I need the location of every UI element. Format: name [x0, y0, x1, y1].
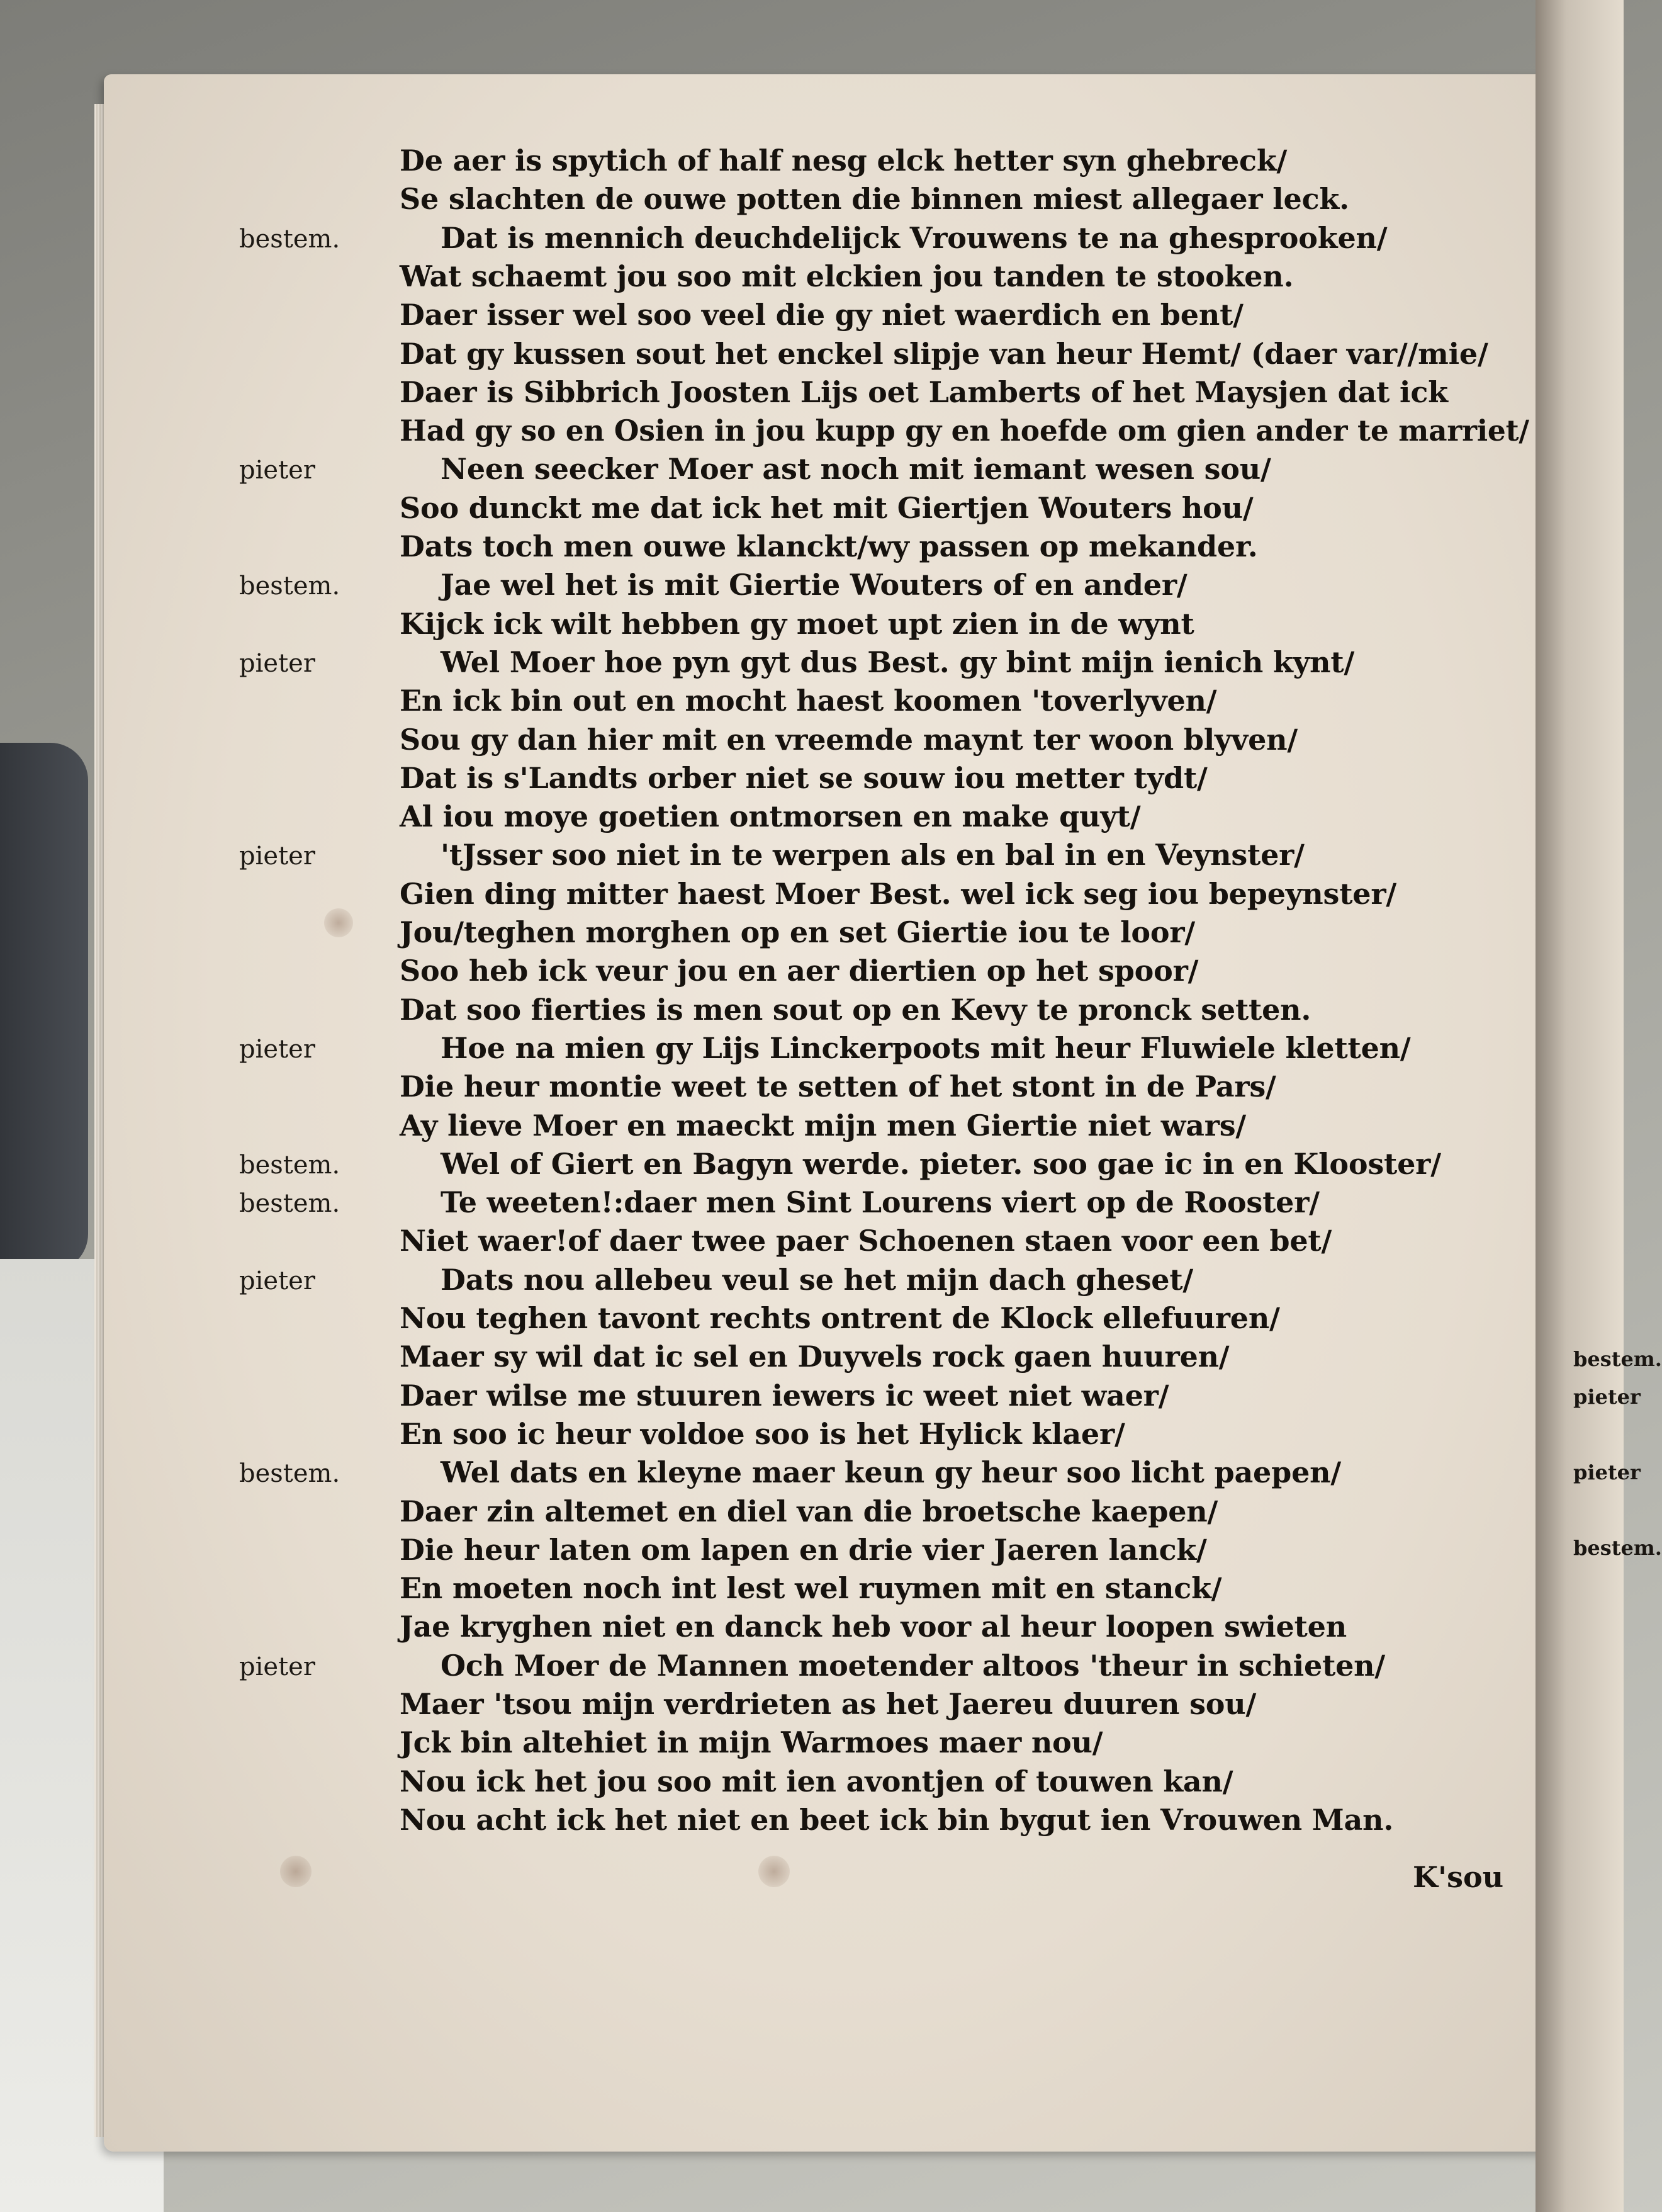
verse-line: Soo heb ick veur jou en aer diertien op het spoor/: [400, 954, 1199, 988]
verse-line: Hoe na mien gy Lijs Linckerpoots mit heur Fluwiele kletten/: [441, 1030, 1411, 1065]
verse-line: Wel Moer hoe pyn gyt dus Best. gy bint mijn ienich kynt/: [441, 645, 1355, 679]
verse-line: Soo dunckt me dat ick het mit Giertjen Wouters hou/: [400, 490, 1254, 525]
verse-line: Maer 'tsou mijn verdrieten as het Jaereu duuren sou/: [400, 1687, 1257, 1721]
verse-line: De aer is spytich of half nesg elck hetter syn ghebreck/: [400, 144, 1288, 178]
speaker-label: bestem.: [239, 572, 340, 601]
speaker-label: pieter: [239, 842, 315, 871]
speaker-label: pieter: [239, 648, 315, 678]
verse-line: En soo ic heur voldoe soo is het Hylick klaer/: [400, 1416, 1125, 1451]
stain: [324, 908, 353, 937]
verse-line: Dat gy kussen sout het enckel slipje van heur Hemt/ (daer var//mie/: [400, 336, 1488, 371]
verse-line: Dat is s'Landts orber niet se souw iou metter tydt/: [400, 760, 1208, 795]
speaker-label: pieter: [239, 1266, 315, 1295]
verse-line: Wat schaemt jou soo mit elckien jou tanden te stooken.: [400, 259, 1294, 293]
verse-line: Och Moer de Mannen moetender altoos 'theur in schieten/: [441, 1648, 1386, 1683]
speaker-label: pieter: [239, 1652, 315, 1681]
verse-line: Neen seecker Moer ast noch mit iemant wesen sou/: [441, 452, 1271, 487]
facing-page-label: pieter: [1573, 1460, 1641, 1484]
verse-line: Jae kryghen niet en danck heb voor al heur loopen swieten: [400, 1610, 1347, 1644]
verse-line: Daer isser wel soo veel die gy niet waerdich en bent/: [400, 298, 1244, 332]
verse-line: Jou/teghen morghen op en set Giertie iou te loor/: [400, 915, 1195, 949]
verse-line: Dats nou allebeu veul se het mijn dach gheset/: [441, 1262, 1194, 1297]
verse-line: Al iou moye goetien ontmorsen en make quyt/: [400, 799, 1141, 834]
verse-line: Daer wilse me stuuren iewers ic weet niet waer/: [400, 1378, 1169, 1413]
verse-line: 'tJsser soo niet in te werpen als en bal in en Veynster/: [441, 838, 1305, 872]
speaker-label: bestem.: [239, 1150, 340, 1180]
verse-line: Die heur montie weet te setten of het stont in de Pars/: [400, 1069, 1276, 1104]
verse-line: Maer sy wil dat ic sel en Duyvels rock gaen huuren/: [400, 1340, 1230, 1374]
verse-line: Dat soo fierties is men sout op en Kevy te pronck setten.: [400, 992, 1311, 1027]
speaker-label: pieter: [239, 456, 315, 485]
verse-line: Nou ick het jou soo mit ien avontjen of touwen kan/: [400, 1764, 1233, 1798]
verse-line: Daer is Sibbrich Joosten Lijs oet Lamberts of het Maysjen dat ick: [400, 375, 1448, 409]
stain: [280, 1856, 312, 1887]
background-fabric: [0, 743, 88, 1272]
verse-line: Gien ding mitter haest Moer Best. wel ick seg iou bepeynster/: [400, 876, 1396, 911]
speaker-label: bestem.: [239, 1189, 340, 1219]
verse-line: Die heur laten om lapen en drie vier Jaeren lanck/: [400, 1532, 1207, 1567]
verse-line: Sou gy dan hier mit en vreemde maynt ter woon blyven/: [400, 722, 1298, 757]
verse-line: Dat is mennich deuchdelijck Vrouwens te na ghesprooken/: [441, 220, 1388, 255]
stain: [758, 1856, 790, 1887]
catchword: K'sou: [1413, 1860, 1504, 1894]
verse-line: Dats toch men ouwe klanckt/wy passen op mekander.: [400, 529, 1258, 563]
speaker-label: bestem.: [239, 1459, 340, 1489]
verse-line: Te weeten!:daer men Sint Lourens viert op de Rooster/: [441, 1185, 1320, 1220]
verse-line: Wel dats en kleyne maer keun gy heur soo licht paepen/: [441, 1455, 1341, 1490]
facing-page-label: bestem.: [1573, 1536, 1662, 1560]
verse-line: En moeten noch int lest wel ruymen mit en stanck/: [400, 1571, 1222, 1606]
verse-line: Jae wel het is mit Giertie Wouters of en ander/: [441, 568, 1188, 602]
verse-line: Nou teghen tavont rechts ontrent de Klock ellefuuren/: [400, 1301, 1280, 1335]
verse-line: Kijck ick wilt hebben gy moet upt zien in de wynt: [400, 606, 1194, 641]
verse-line: Ay lieve Moer en maeckt mijn men Giertie niet wars/: [400, 1108, 1247, 1143]
facing-page-fragments: [1573, 0, 1662, 2212]
verse-line: En ick bin out en mocht haest koomen 'toverlyven/: [400, 684, 1217, 718]
facing-page-label: pieter: [1573, 1385, 1641, 1409]
speaker-label: pieter: [239, 1034, 315, 1064]
verse-line: Daer zin altemet en diel van die broetsche kaepen/: [400, 1494, 1218, 1528]
speaker-label: bestem.: [239, 224, 340, 254]
verse-line: Had gy so en Osien in jou kupp gy en hoefde om gien ander te marriet/: [400, 414, 1529, 448]
verse-line: Se slachten de ouwe potten die binnen miest allegaer leck.: [400, 182, 1349, 217]
verse-line: Wel of Giert en Bagyn werde. pieter. soo gae ic in en Klooster/: [441, 1146, 1441, 1181]
facing-page-label: bestem.: [1573, 1347, 1662, 1371]
verse-line: Jck bin altehiet in mijn Warmoes maer nou/: [400, 1725, 1103, 1760]
verse-line: Nou acht ick het niet en beet ick bin bygut ien Vrouwen Man.: [400, 1802, 1394, 1837]
verse-line: Niet waer!of daer twee paer Schoenen staen voor een bet/: [400, 1224, 1332, 1258]
